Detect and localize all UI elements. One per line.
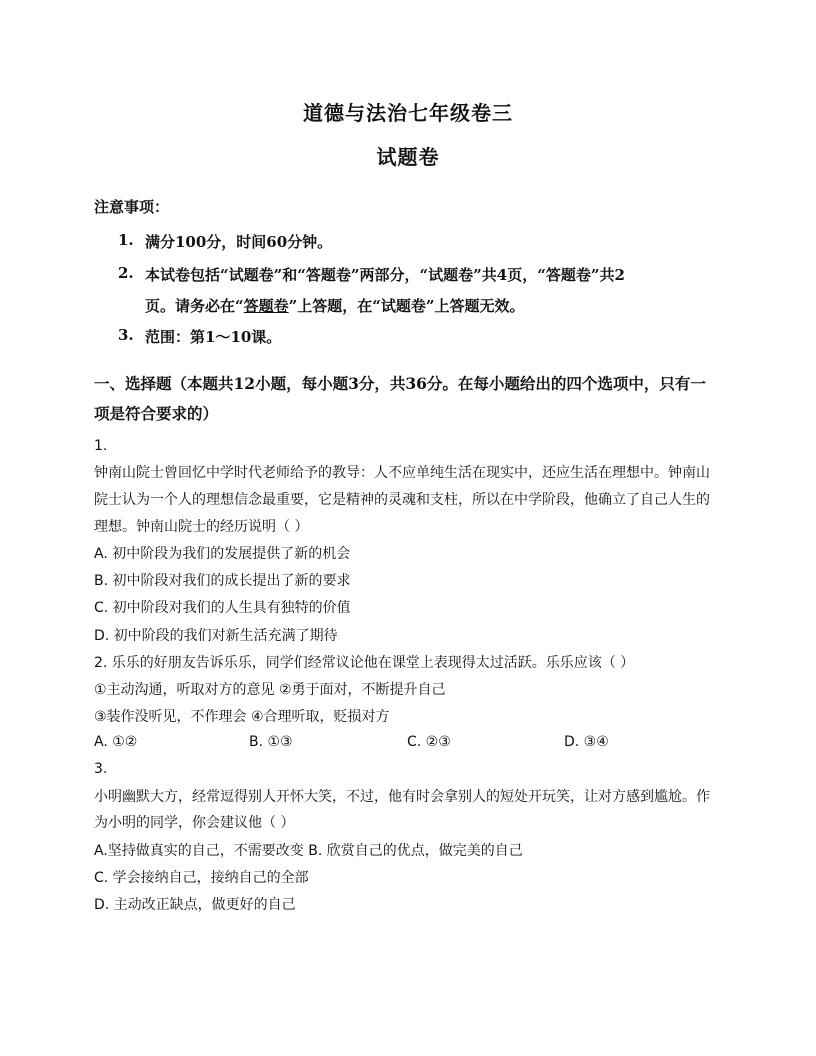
notice-item-1: 满分100分，时间60分钟。 [145, 233, 333, 251]
notice-item-2-line-2-part-b: ”上答题，在“试题卷”上答题无效。 [288, 297, 525, 315]
question-2-statements-2: ③装作没听见，不作理会 ④合理听取，贬损对方 [94, 709, 390, 725]
question-2-option-a: A. ①② [94, 734, 138, 750]
question-1-option-c: C. 初中阶段对我们的人生具有独特的价值 [94, 600, 351, 616]
answer-sheet-underlined: 答题卷 [243, 297, 289, 315]
section-1-heading-line-2: 项是符合要求的） [94, 404, 219, 423]
question-1-option-d: D. 初中阶段的我们对新生活充满了期待 [94, 628, 338, 644]
question-3-option-c: C. 学会接纳自己，接纳自己的全部 [94, 870, 309, 886]
question-1-stem-line-1: 钟南山院士曾回忆中学时代老师给予的教导：人不应单纯生活在现实中，还应生活在理想中。钟南山 [94, 465, 710, 481]
question-3-options-a-b: A.坚持做真实的自己，不需要改变 B. 欣赏自己的优点，做完美的自己 [94, 843, 523, 859]
notice-item-3: 范围：第1～10课。 [145, 328, 282, 346]
question-2-option-c: C. ②③ [407, 734, 451, 750]
question-2-option-b: B. ①③ [249, 734, 293, 750]
question-3-option-d: D. 主动改正缺点，做更好的自己 [94, 897, 296, 913]
notice-heading: 注意事项： [94, 198, 170, 216]
notice-item-2-line-1: 本试卷包括“试题卷”和“答题卷”两部分，“试题卷”共4页，“答题卷”共2 [145, 266, 625, 284]
question-1-option-a: A. 初中阶段为我们的发展提供了新的机会 [94, 546, 351, 562]
section-1-heading-line-1: 一、选择题（本题共12小题，每小题3分，共36分。在每小题给出的四个选项中，只有一 [94, 374, 706, 393]
question-3-stem-line-1: 小明幽默大方，经常逗得别人开怀大笑，不过，他有时会拿别人的短处开玩笑，让对方感到尴尬。作 [94, 789, 710, 805]
question-2-stem: 2. 乐乐的好朋友告诉乐乐，同学们经常议论他在课堂上表现得太过活跃。乐乐应该（ ） [94, 655, 635, 671]
exam-title: 道德与法治七年级卷三 [303, 101, 513, 125]
question-1-stem-line-2: 院士认为一个人的理想信念最重要，它是精神的灵魂和支柱，所以在中学阶段，他确立了自己人生的 [94, 492, 710, 508]
question-1-number: 1. [94, 438, 108, 454]
notice-item-2-line-2-part-a: 页。请务必在“ [145, 297, 244, 315]
exam-subtitle: 试题卷 [376, 145, 440, 169]
question-3-number: 3. [94, 761, 108, 777]
notice-item-2-number: 2. [118, 264, 134, 282]
question-2-statements-1: ①主动沟通，听取对方的意见 ②勇于面对，不断提升自己 [94, 682, 446, 698]
question-1-stem-line-3: 理想。钟南山院士的经历说明（ ） [94, 519, 309, 535]
question-2-option-d: D. ③④ [564, 734, 609, 750]
question-1-option-b: B. 初中阶段对我们的成长提出了新的要求 [94, 573, 351, 589]
notice-item-3-number: 3. [118, 326, 134, 344]
notice-item-2-line-2 [145, 295, 525, 316]
question-3-stem-line-2: 为小明的同学，你会建议他（ ） [94, 815, 295, 831]
notice-item-1-number: 1. [118, 231, 134, 249]
